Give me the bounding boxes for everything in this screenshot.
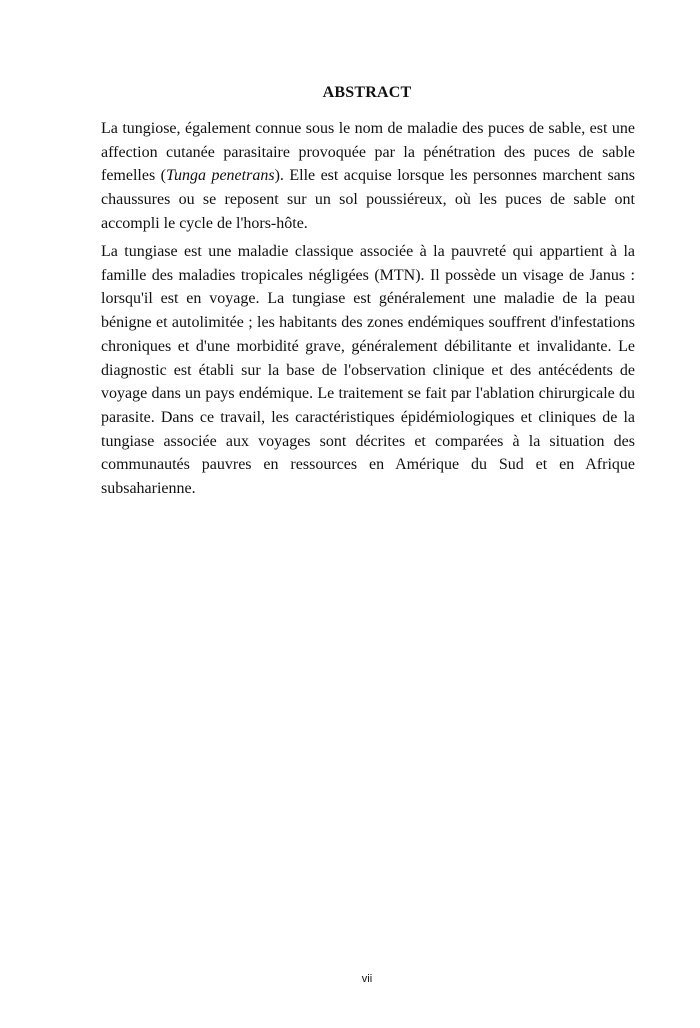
paragraph-1-text-end: ). Elle est acquise lorsque les personnes marchent sans chaussures ou se reposent sur un sol poussiéreux, où les puces de sable ont accompli le cycle de l'hors-hôte.	[101, 167, 635, 232]
species-name-italic: Tunga penetrans	[165, 167, 275, 185]
abstract-paragraph-1	[101, 117, 635, 236]
paragraph-1-text-start: La tungiose, également connue sous le nom de maladie des puces de sable, est une affection cutanée parasitaire provoquée par la pénétration des puces de sable femelles (	[101, 120, 635, 185]
abstract-title: ABSTRACT	[322, 84, 412, 101]
abstract-paragraph-2: La tungiase est une maladie classique associée à la pauvreté qui appartient à la famille des maladies tropicales négligées (MTN). Il possède un visage de Janus : lorsqu'il est en voyage. La tungiase est généralement une maladie de la peau bénigne et autolimitée ; les habitants des zones endémiques souffrent d'infestations chroniques et d'une morbidité grave, généralement débilitante et invalidante. Le diagnostic est établi sur la base de l'observation clinique et des antécédents de voyage dans un pays endémique. Le traitement se fait par l'ablation chirurgicale du parasite. Dans ce travail, les caractéristiques épidémiologiques et cliniques de la tungiase associée aux voyages sont décrites et comparées à la situation des communautés pauvres en ressources en Amérique du Sud et en Afrique subsaharienne.	[101, 243, 635, 498]
page-number: vii	[361, 973, 373, 985]
